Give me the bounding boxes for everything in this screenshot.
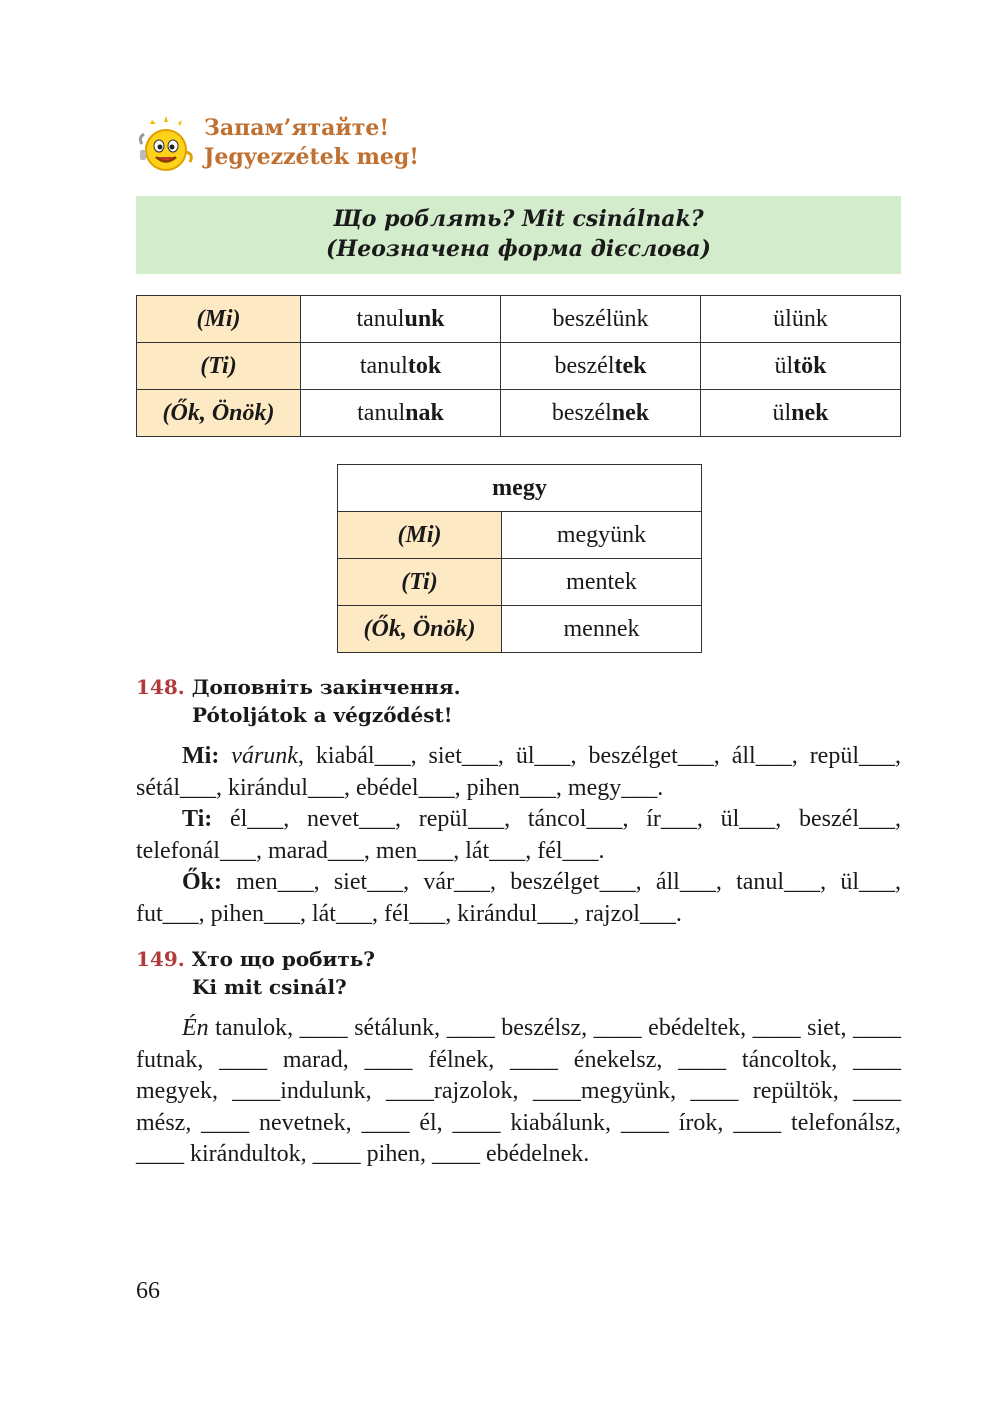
form-cell: mennek (502, 606, 702, 653)
form-cell: megyünk (502, 512, 702, 559)
form-cell: tanulnak (301, 390, 501, 437)
exercise-148-body (136, 741, 901, 930)
table-row (338, 606, 702, 653)
table-header: megy (338, 465, 702, 512)
rule-box (136, 196, 901, 274)
rule-line-1: Що роблять? Mit csinálnak? (333, 206, 704, 232)
memo-line-hu: Jegyezzétek meg! (204, 144, 419, 170)
exercise-title-ua: Доповніть закінчення. (191, 675, 461, 699)
pronoun-cell: (Mi) (137, 296, 301, 343)
pronoun-cell: (Ti) (338, 559, 502, 606)
conjugation-table (136, 295, 901, 437)
exercise-149-body (136, 1013, 901, 1171)
pronoun-cell: (Mi) (338, 512, 502, 559)
form-cell: mentek (502, 559, 702, 606)
form-cell: ültök (701, 343, 901, 390)
pronoun-cell: (Ők, Önök) (338, 606, 502, 653)
form-cell: tanultok (301, 343, 501, 390)
rule-line-2: (Неозначена форма дієслова) (326, 236, 711, 262)
exercise-title-hu: Ki mit csinál? (192, 975, 347, 999)
table-header-row (338, 465, 702, 512)
paragraph-en: Én tanulok, ____ sétálunk, ____ beszélsz, ____ ebédeltek, ____ siet, ____ futnak, ____ marad, ____ félnek, ____ énekelsz, ____ táncoltok, ____ megyek, ____indulunk, ____rajzolok, ____megyünk, ____ repültök, ____ mész, ____ nevetnek, ____ él, ____ kiabálunk, ____ írok, ____ telefonálsz, ____ kirándultok, ____ pihen, ____ ebédelnek. (136, 1015, 901, 1167)
table-row (137, 296, 901, 343)
megy-table (337, 464, 702, 653)
form-cell: beszélnek (501, 390, 701, 437)
table-row (137, 343, 901, 390)
table-row (338, 512, 702, 559)
paragraph-mi: Mi: várunk, kiabál___, siet___, ül___, beszélget___, áll___, repül___, sétál___, kirándul___, ebédel___, pihen___, megy___. (136, 743, 902, 801)
page-number: 66 (136, 1278, 160, 1304)
form-cell: ülünk (701, 296, 901, 343)
table-row (137, 390, 901, 437)
exercise-title-ua: Хто що робить? (191, 947, 376, 971)
form-cell: beszélünk (501, 296, 701, 343)
form-cell: ülnek (701, 390, 901, 437)
form-cell: beszéltek (501, 343, 701, 390)
memo-line-ua: Запам’ятайте! (204, 115, 389, 141)
paragraph-ti: Ti: él___, nevet___, repül___, táncol___, ír___, ül___, beszél___, telefonál___, marad___, men___, lát___, fél___. (136, 806, 901, 864)
exercise-number: 148. (136, 675, 185, 699)
exercise-number: 149. (136, 947, 185, 971)
pronoun-cell: (Ők, Önök) (137, 390, 301, 437)
lightbulb-smiley-icon (136, 114, 196, 176)
pronoun-cell: (Ti) (137, 343, 301, 390)
exercise-title-hu: Pótoljátok a végződést! (192, 703, 453, 727)
paragraph-ok: Ők: men___, siet___, vár___, beszélget___, áll___, tanul___, ül___, fut___, pihen___, lát___, fél___, kirándul___, rajzol___. (136, 869, 901, 927)
exercise-149-heading (136, 945, 375, 1001)
form-cell: tanulunk (301, 296, 501, 343)
table-row (338, 559, 702, 606)
exercise-148-heading (136, 673, 461, 729)
